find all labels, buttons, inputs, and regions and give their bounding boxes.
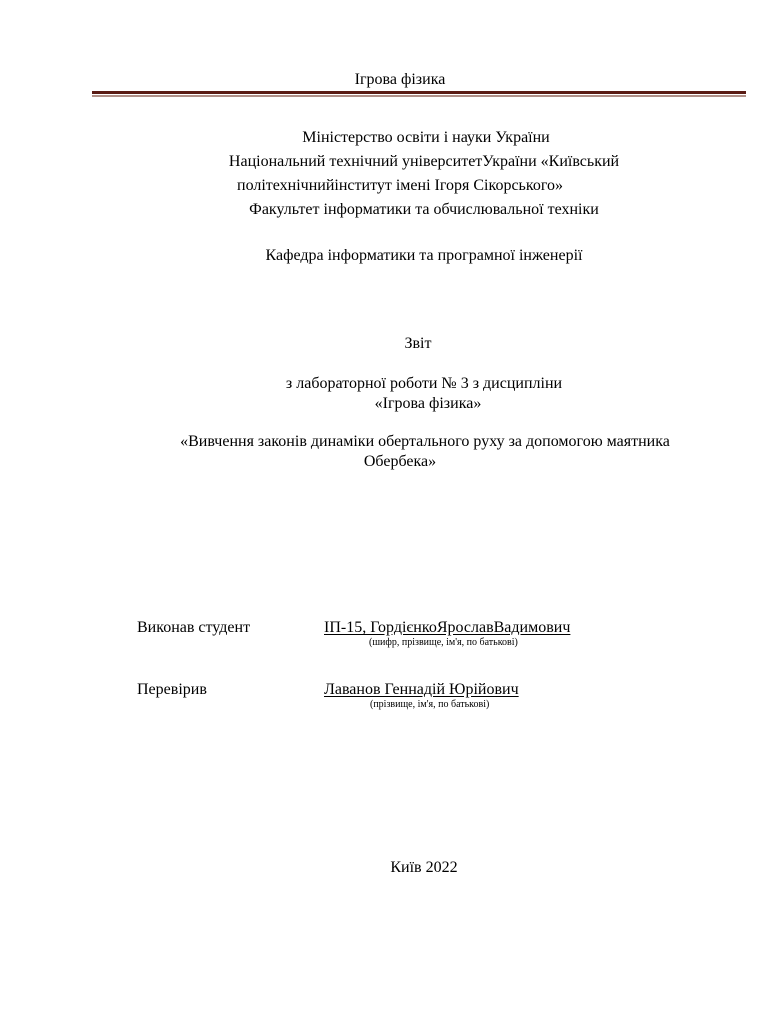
faculty-name: Факультет інформатики та обчислювальної техніки (249, 201, 599, 218)
university-name-line2: політехнічнийінститут імені Ігоря Сікорського» (237, 177, 563, 194)
checked-value: Лаванов Геннадій Юрійович (324, 681, 519, 698)
checked-label: Перевірив (137, 681, 207, 698)
ministry-name: Міністерство освіти і науки України (302, 129, 550, 146)
performed-hint: (шифр, прізвище, ім'я, по батькові) (369, 637, 518, 648)
header-rule (92, 91, 746, 94)
report-topic-line1: «Вивчення законів динаміки обертального руху за допомогою маятника (180, 433, 670, 450)
report-discipline: «Ігрова фізика» (374, 395, 482, 412)
checked-hint: (прізвище, ім'я, по батькові) (370, 699, 490, 710)
header-rule-shadow (92, 95, 746, 97)
city-year: Київ 2022 (390, 859, 458, 876)
report-title: Звіт (404, 335, 432, 352)
department-name: Кафедра інформатики та програмної інженерії (265, 247, 583, 264)
report-topic-line2: Обербека» (363, 453, 437, 470)
university-name-line1: Національний технічний університетУкраїни «Київський (228, 153, 620, 170)
report-subtitle: з лабораторної роботи № 3 з дисципліни (285, 375, 563, 392)
performed-label: Виконав студент (137, 619, 251, 636)
performed-value: ІП-15, ГордієнкоЯрославВадимович (324, 619, 571, 636)
page-header-title: Ігрова фізика (354, 71, 446, 88)
